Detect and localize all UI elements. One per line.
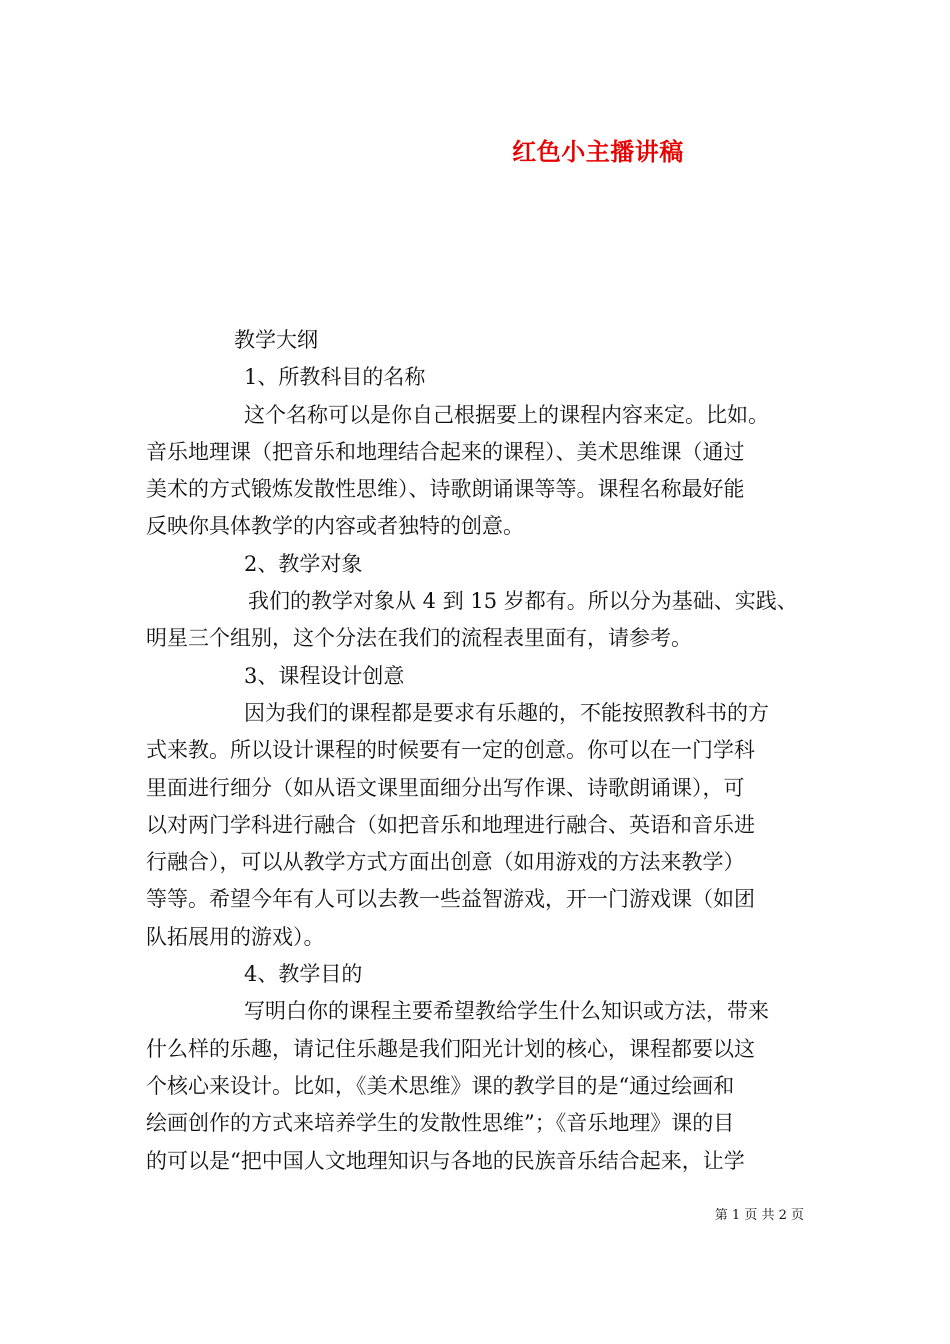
paragraph-line: 美术的方式锻炼发散性思维）、诗歌朗诵课等等。课程名称最好能 (146, 477, 745, 502)
paragraph-line: 这个名称可以是你自己根据要上的课程内容来定。比如。 (244, 402, 769, 427)
outline-item: 2、教学对象 (244, 551, 363, 576)
paragraph-line: 绘画创作的方式来培养学生的发散性思维”；《音乐地理》课的目 (146, 1111, 735, 1136)
document-body (146, 322, 806, 1180)
paragraph-line: 行融合），可以从教学方式方面出创意（如用游戏的方法来教学） (146, 850, 745, 875)
paragraph-line: 的可以是“把中国人文地理知识与各地的民族音乐结合起来，让学 (146, 1148, 745, 1173)
paragraph-line: 写明白你的课程主要希望教给学生什么知识或方法，带来 (244, 999, 769, 1024)
paragraph-line: 队拓展用的游戏）。 (146, 924, 325, 949)
document-title: 红色小主播讲稿 (512, 137, 684, 166)
paragraph-line: 以对两门学科进行融合（如把音乐和地理进行融合、英语和音乐进 (146, 812, 755, 837)
paragraph-line: 式来教。所以设计课程的时候要有一定的创意。你可以在一门学科 (146, 738, 755, 763)
page-footer: 第 1 页 共 2 页 (714, 1208, 804, 1223)
outline-item: 1、所教科目的名称 (244, 365, 426, 390)
outline-item: 3、课程设计创意 (244, 663, 405, 688)
paragraph-line: 音乐地理课（把音乐和地理结合起来的课程）、美术思维课（通过 (146, 439, 745, 464)
paragraph-line: 等等。希望今年有人可以去教一些益智游戏，开一门游戏课（如团 (146, 887, 755, 912)
paragraph-line: 明星三个组别，这个分法在我们的流程表里面有，请参考。 (146, 626, 692, 651)
paragraph-line: 反映你具体教学的内容或者独特的创意。 (146, 514, 524, 539)
paragraph-line: 因为我们的课程都是要求有乐趣的，不能按照教科书的方 (244, 700, 769, 725)
section-heading: 教学大纲 (234, 328, 318, 352)
paragraph-line: 里面进行细分（如从语文课里面细分出写作课、诗歌朗诵课），可 (146, 775, 745, 800)
paragraph-line: 什么样的乐趣，请记住乐趣是我们阳光计划的核心，课程都要以这 (146, 1036, 755, 1061)
paragraph-line: 个核心来设计。比如，《美术思维》课的教学目的是“通过绘画和 (146, 1073, 735, 1098)
outline-item: 4、教学目的 (244, 962, 363, 987)
paragraph-line: 我们的教学对象从 4 到 15 岁都有。所以分为基础、实践、 (248, 589, 798, 614)
